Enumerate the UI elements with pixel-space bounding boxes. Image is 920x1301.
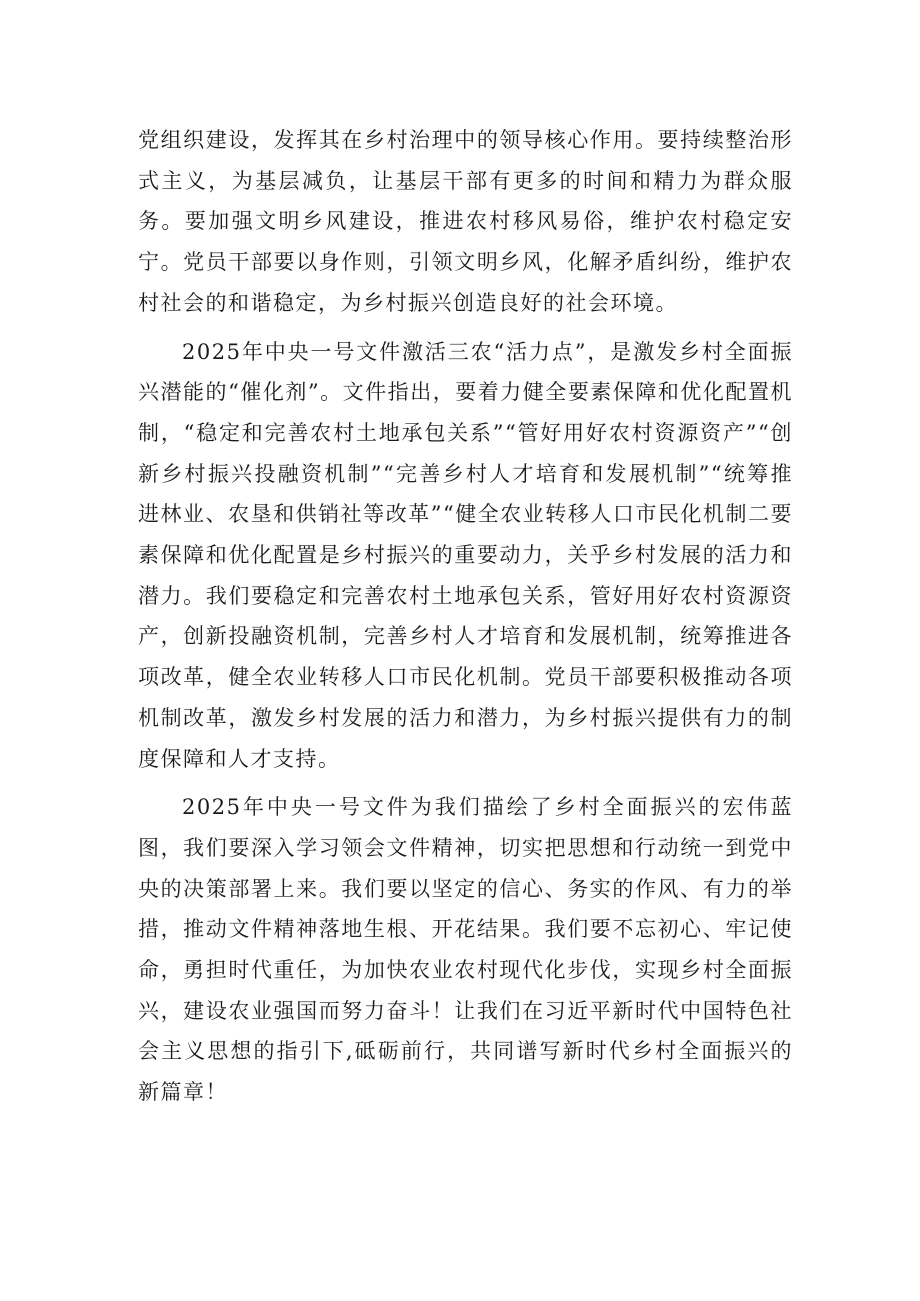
- document-body: [138, 120, 793, 1121]
- paragraph-1: 党组织建设，发挥其在乡村治理中的领导核心作用。要持续整治形式主义，为基层减负，让基层干部有更多的时间和精力为群众服务。要加强文明乡风建设，推进农村移风易俗，维护农村稳定安宁。党员干部要以身作则，引领文明乡风，化解矛盾纠纷，维护农村社会的和谐稳定，为乡村振兴创造良好的社会环境。: [138, 128, 793, 315]
- paragraph-3: 2025年中央一号文件为我们描绘了乡村全面振兴的宏伟蓝图，我们要深入学习领会文件精神，切实把思想和行动统一到党中央的决策部署上来。我们要以坚定的信心、务实的作风、有力的举措，推动文件精神落地生根、开花结果。我们要不忘初心、牢记使命，勇担时代重任，为加快农业农村现代化步伐，实现乡村全面振兴，建设农业强国而努力奋斗！让我们在习近平新时代中国特色社会主义思想的指引下,砥砺前行，共同谱写新时代乡村全面振兴的新篇章！: [138, 795, 793, 1105]
- paragraph-2: 2025年中央一号文件激活三农“活力点”，是激发乡村全面振兴潜能的“催化剂”。文件指出，要着力健全要素保障和优化配置机制，“稳定和完善农村土地承包关系”“管好用好农村资源资产”“创新乡村振兴投融资机制”“完善乡村人才培育和发展机制”“统筹推进林业、农垦和供销社等改革”“健全农业转移人口市民化机制二要素保障和优化配置是乡村振兴的重要动力，关乎乡村发展的活力和潜力。我们要稳定和完善农村土地承包关系，管好用好农村资源资产，创新投融资机制，完善乡村人才培育和发展机制，统筹推进各项改革，健全农业转移人口市民化机制。党员干部要积极推动各项机制改革，激发乡村发展的活力和潜力，为乡村振兴提供有力的制度保障和人才支持。: [138, 339, 793, 771]
